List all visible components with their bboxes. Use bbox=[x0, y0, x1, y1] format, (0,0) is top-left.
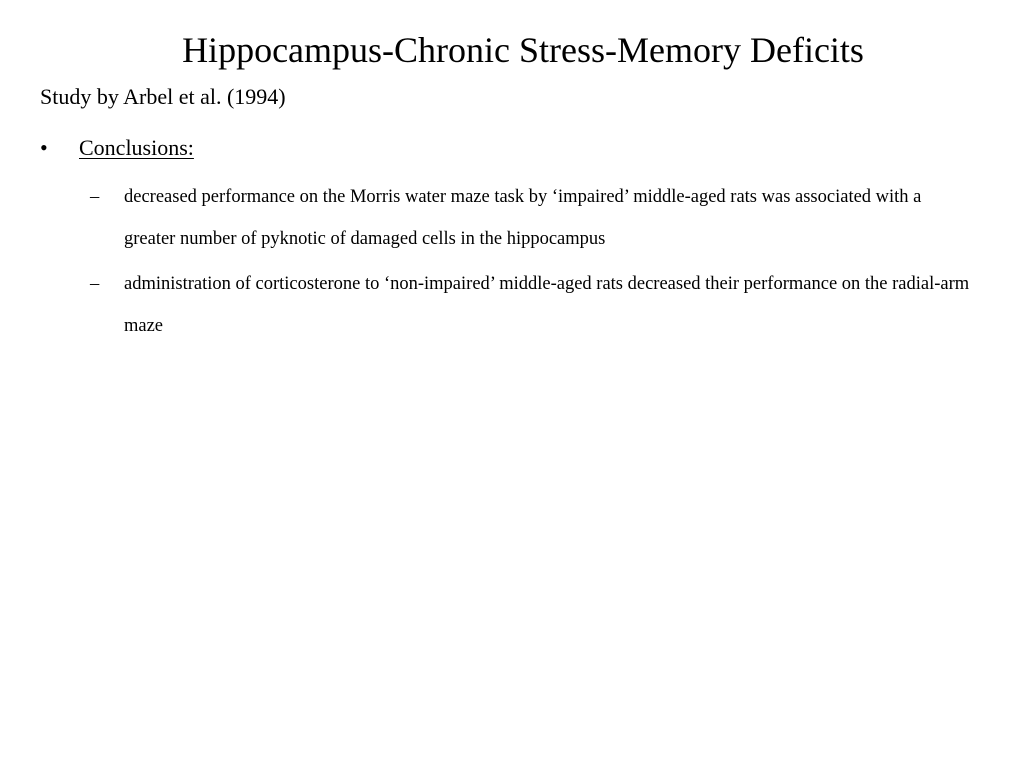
list-item-text: administration of corticosterone to ‘non-impaired’ middle-aged rats decreased their performance on the radial-arm maze bbox=[124, 274, 970, 336]
list-item-text: decreased performance on the Morris water maze task by ‘impaired’ middle-aged rats was associated with a greater number of pyknotic of damaged cells in the hippocampus bbox=[124, 187, 922, 249]
study-citation: Study by Arbel et al. (1994) bbox=[40, 84, 286, 109]
dash-marker: – bbox=[90, 274, 100, 294]
conclusions-heading: Conclusions: bbox=[79, 135, 194, 160]
dash-marker: – bbox=[90, 187, 100, 207]
list-item bbox=[90, 176, 970, 260]
slide-title: Hippocampus-Chronic Stress-Memory Deficits bbox=[182, 30, 864, 70]
list-item bbox=[90, 263, 970, 347]
bullet-marker: • bbox=[40, 135, 48, 160]
